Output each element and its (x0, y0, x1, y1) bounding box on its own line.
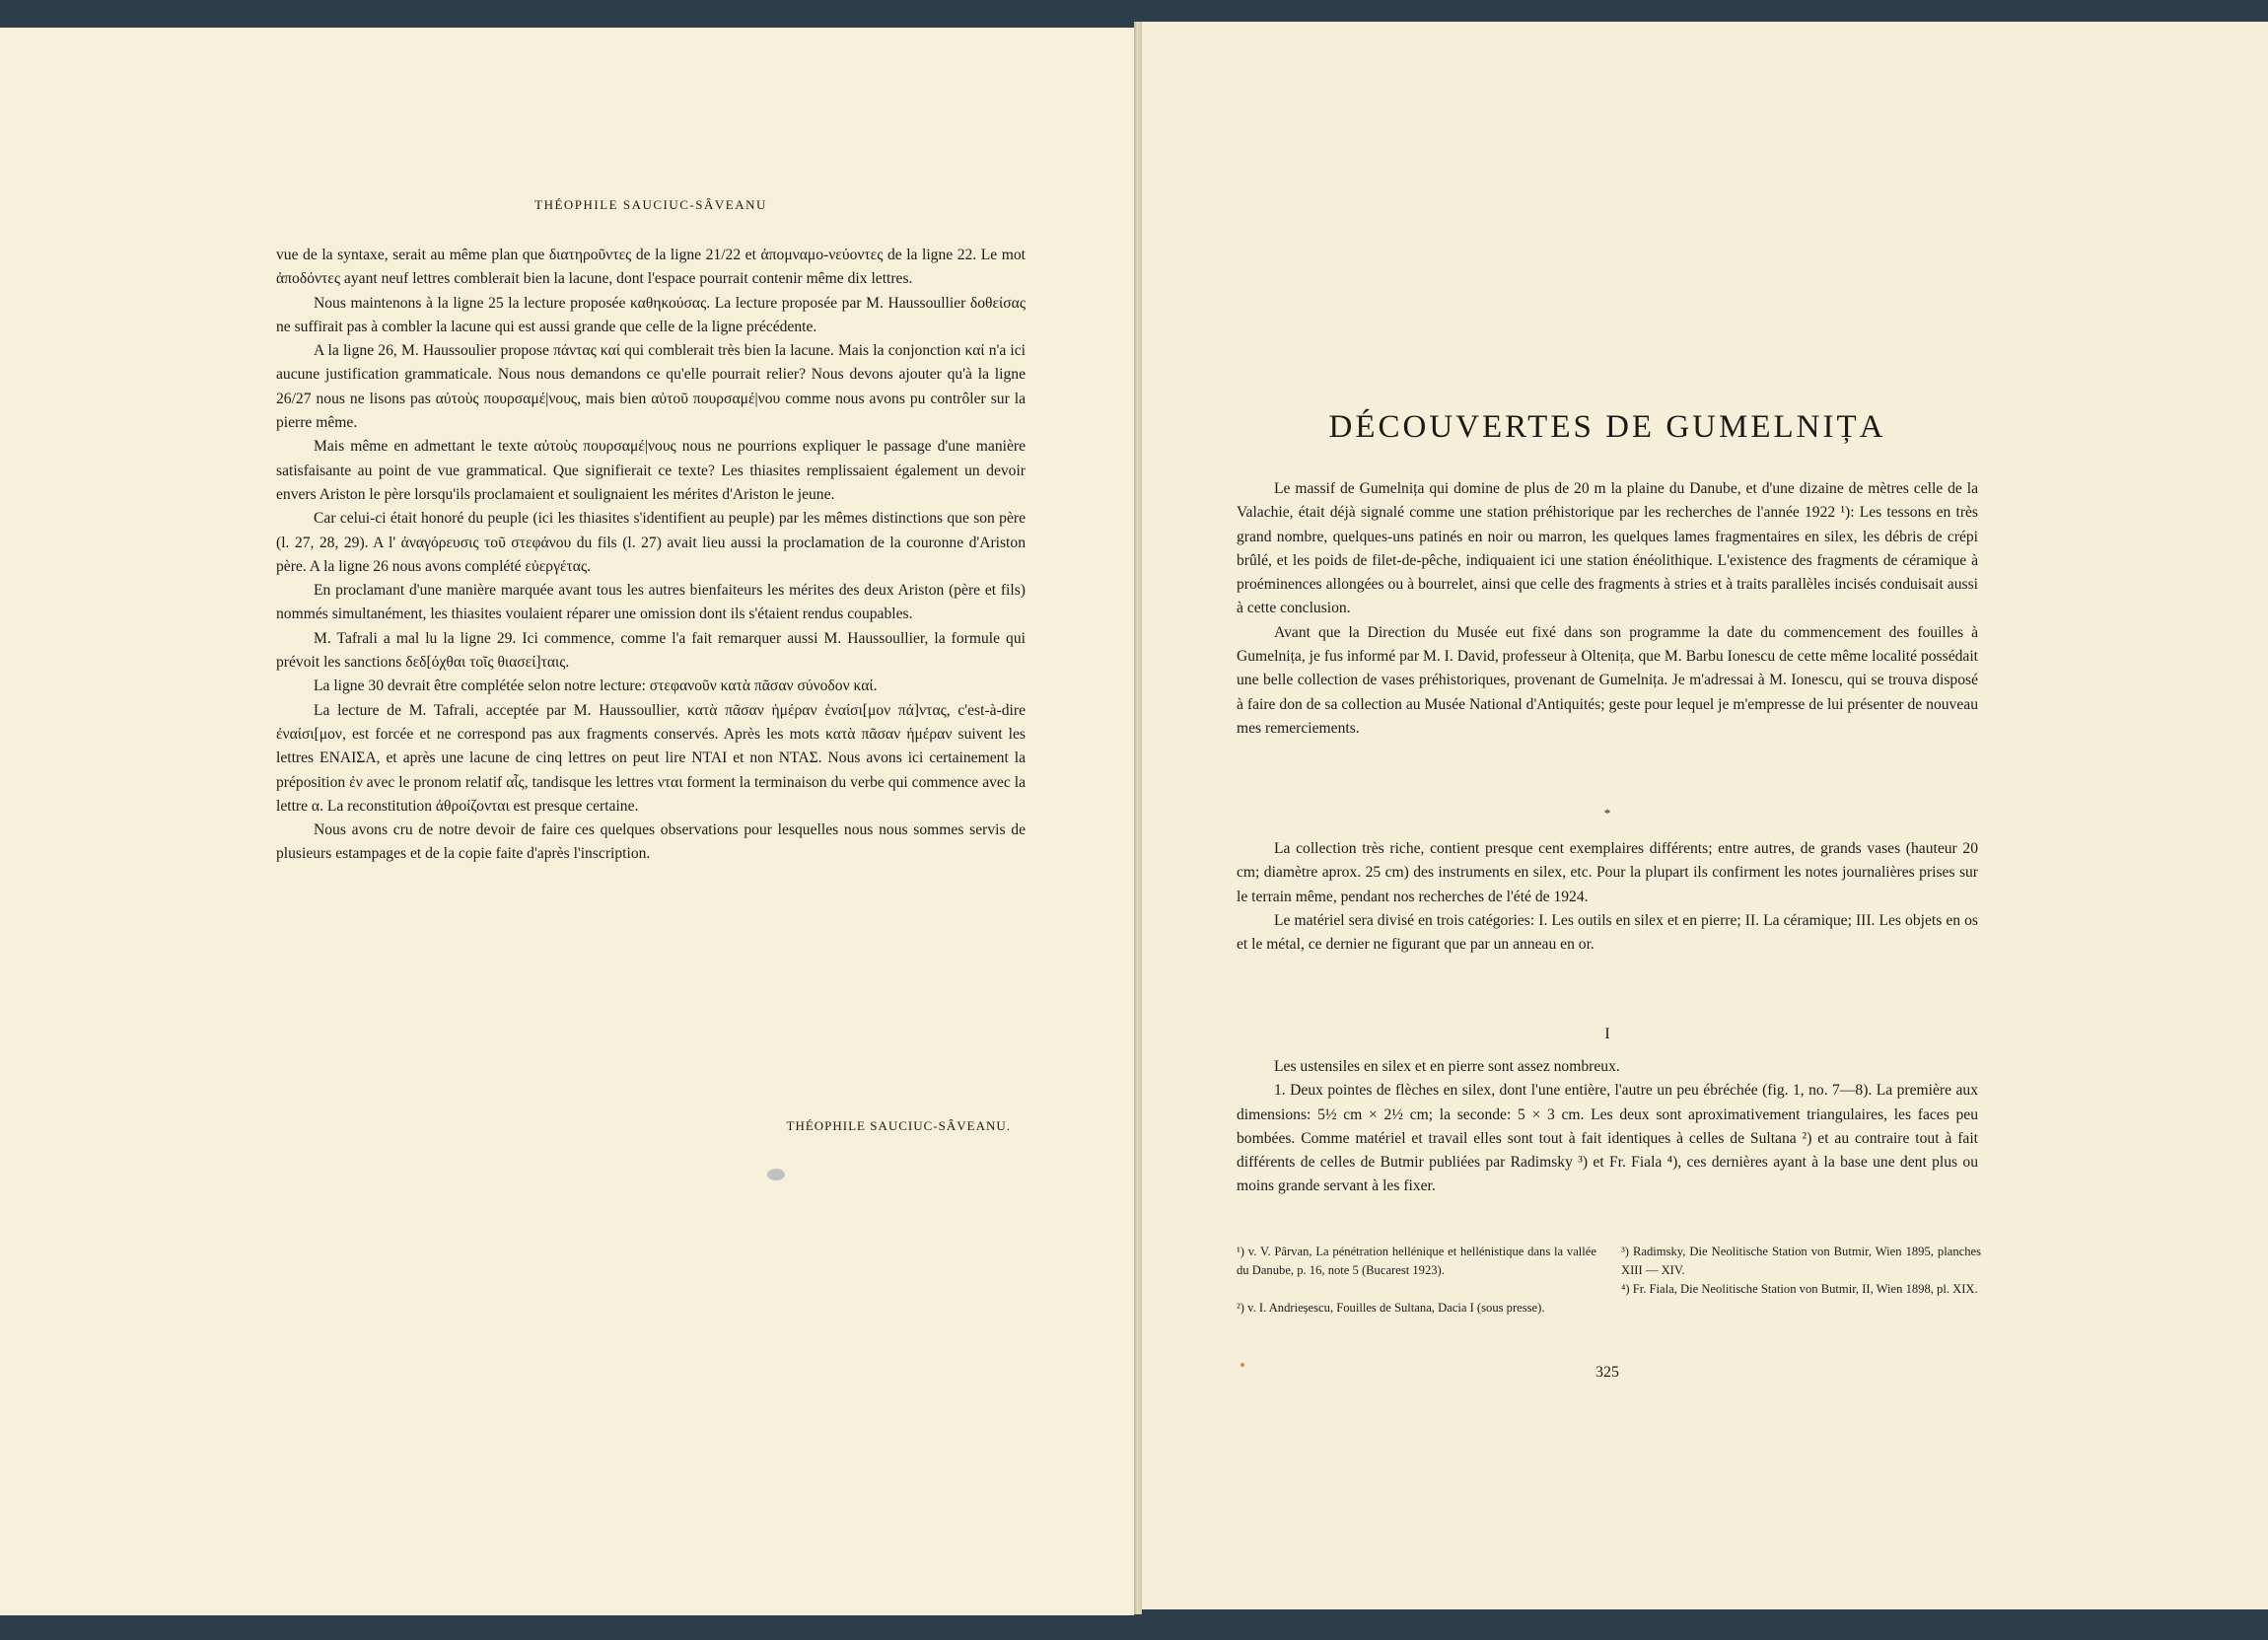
article-title: DÉCOUVERTES DE GUMELNIȚA (1328, 409, 1886, 445)
paragraph: En proclamant d'une manière marquée avant tous les autres bienfaiteurs les mérites des deux Ariston (père et fils) nommés simultanément, les thiasites voulaient réparer une omission dont ils s'étaient rendus coupables. (276, 582, 1026, 623)
ink-blot (767, 1169, 785, 1180)
right-page (1142, 22, 2268, 1609)
paragraph: 1. Deux pointes de flèches en silex, dont l'une entière, l'autre un peu ébréchée (fig. 1, no. 7—8). La première aux dimensions: 5½ cm × 2½ cm; la seconde: 5 × 3 cm. Les deux sont aproximativement triangulaires, les faces peu bombées. Comme matériel et travail elles sont tout à fait identiques à celles de Sultana ²) et au contraire tout à fait différents de celles de Butmir publiées par Radimsky ³) et Fr. Fiala ⁴), ces dernières ayant à la base une dent plus ou moins grande servant à les fixer. (1237, 1082, 1978, 1195)
paragraph: M. Tafrali a mal lu la ligne 29. Ici commence, comme l'a fait remarquer aussi M. Haussoullier, la formule qui prévoit les sanctions δεδ[όχθαι τοῖς θιασεί]ταις. (276, 629, 1026, 672)
running-head: THÉOPHILE SAUCIUC-SÂVEANU (534, 197, 767, 212)
book-gutter (1134, 22, 1142, 1614)
page-number: 325 (1595, 1364, 1619, 1381)
paragraph: Nous avons cru de notre devoir de faire ces quelques observations pour lesquelles nous nous sommes servis de plusieurs estampages et de la copie faite d'après l'inscription. (276, 821, 1026, 863)
left-text-column (276, 244, 1026, 867)
paragraph: Avant que la Direction du Musée eut fixé dans son programme la date du commencement des fouilles à Gumelnița, je fus informé par M. I. David, professeur à Oltenița, que M. Barbu Ionescu de cette même localité possédait une belle collection de vases préhistoriques, provenant de Gumelnița. Je m'adressai à M. Ionescu, qui se trouva disposé à faire don de sa collection au Musée National d'Antiquités; geste pour lequel je m'empresse de lui présenter de nouveau mes remerciements. (1237, 623, 1978, 737)
intro-text (1237, 477, 1978, 741)
paragraph: Car celui-ci était honoré du peuple (ici les thiasites s'identifient au peuple) par les mêmes distinctions que son père (l. 27, 28, 29). A l' ἀναγόρευσις τοῦ στεφάνου du fils (l. 27) avait lieu aussi la proclamation de la couronne d'Ariston père. A la ligne 26 nous avons complété εὐεργέτας. (276, 510, 1026, 575)
paragraph: Les ustensiles en silex et en pierre sont assez nombreux. (1274, 1058, 1620, 1075)
footnote: ²) v. I. Andrieșescu, Fouilles de Sultana, Dacia I (sous presse). (1237, 1301, 1545, 1315)
footnote: ³) Radimsky, Die Neolitische Station von Butmir, Wien 1895, planches XIII — XIV. (1621, 1245, 1981, 1277)
paragraph: Le matériel sera divisé en trois catégories: I. Les outils en silex et en pierre; II. La céramique; III. Les objets en os et le métal, ce dernier ne figurant que par un anneau en or. (1237, 911, 1978, 954)
paragraph: La lecture de M. Tafrali, acceptée par M. Haussoullier, κατὰ πᾶσαν ἡμέραν ἐναίσι[μον πά]ντας, c'est-à-dire ἐναίσι[μον, est forcée et ne correspond pas aux fragments conservés. Après les mots κατὰ πᾶσαν ἡμέραν suivent les lettres ΕΝΑΙΣΑ, et après une lacune de cinq lettres on peut lire ΝΤΑΙ et non ΝΤΑΣ. Nous avons ici certainement la préposition ἐν avec le pronom relatif αἷς, tandisque les lettres νται forment la terminaison du verbe qui commence avec la lettre α. La reconstitution ἀθροίζονται est presque certaine. (276, 701, 1026, 815)
left-page (0, 28, 1134, 1615)
paragraph: La ligne 30 devrait être complétée selon notre lecture: στεφανοῦν κατὰ πᾶσαν σύνοδον καί. (314, 677, 878, 695)
section-separator: * (1603, 806, 1611, 820)
section-heading: I (1604, 1026, 1610, 1042)
paragraph: vue de la syntaxe, serait au même plan que διατηροῦντες de la ligne 21/22 et ἀπομναμο-νεύοντες de la ligne 22. Le mot ἀποδόντες ayant neuf lettres comblerait bien la lacune, dont l'espace pourrait contenir même dix lettres. (276, 247, 1026, 288)
paragraph: La collection très riche, contient presque cent exemplaires différents; entre autres, de grands vases (hauteur 20 cm; diamètre aprox. 25 cm) des instruments en silex, etc. Pour la plupart ils confirment les notes journalières prises sur le terrain même, pendant nos recherches de l'été de 1924. (1237, 840, 1978, 905)
paragraph: Mais même en admettant le texte αὐτοὺς πουρσαμέ|νους nous ne pourrions expliquer le passage d'une manière satisfaisante au point de vue grammatical. Que signifierait ce texte? Les thiasites remplissaient également un devoir envers Ariston le père lorsqu'ils proclamaient et soulignaient les mérites d'Ariston le jeune. (276, 438, 1026, 503)
footnote: ⁴) Fr. Fiala, Die Neolitische Station von Butmir, II, Wien 1898, pl. XIX. (1621, 1282, 1978, 1296)
collection-text (1237, 837, 1978, 957)
paragraph: Le massif de Gumelnița qui domine de plus de 20 m la plaine du Danube, et d'une dizaine de mètres celle de la Valachie, était déjà signalé comme une station préhistorique par les recherches de l'année 1922 ¹): Les tessons en très grand nombre, quelques-uns patinés en noir ou marron, les quelques lames fragmentaires en silex, les débris de crépi brûlé, et les poids de filet-de-pêche, indiquaient ici une station énéolithique. L'existence des fragments de céramique à proéminences allongées ou à bourrelet, ainsi que celle des fragments à stries et à traits parallèles incisés conduisait aussi à cette conclusion. (1237, 480, 1978, 617)
paragraph: A la ligne 26, M. Haussoulier propose πάντας καί qui comblerait très bien la lacune. Mais la conjonction καί n'a ici aucune justification grammaticale. Nous nous demandons ce qu'elle pourrait relier? Nous devons ajouter qu'à la ligne 26/27 nous ne lisons pas αὐτοὺς πουρσαμέ|νους, mais bien αὐτοῦ πουρσαμέ|νου comme nous avons pu contrôler sur la pierre même. (276, 342, 1026, 432)
footnote: ¹) v. V. Pârvan, La pénétration hellénique et hellénistique dans la vallée du Danube, p. 16, note 5 (Bucarest 1923). (1237, 1245, 1596, 1277)
section-text (1237, 1055, 1978, 1199)
author-signature: THÉOPHILE SAUCIUC-SÂVEANU. (786, 1118, 1011, 1133)
paragraph: Nous maintenons à la ligne 25 la lecture proposée καθηκούσας. La lecture proposée par M. Haussoullier δοθείσας ne suffirait pas à combler la lacune qui est aussi grande que celle de la ligne précédente. (276, 294, 1026, 335)
